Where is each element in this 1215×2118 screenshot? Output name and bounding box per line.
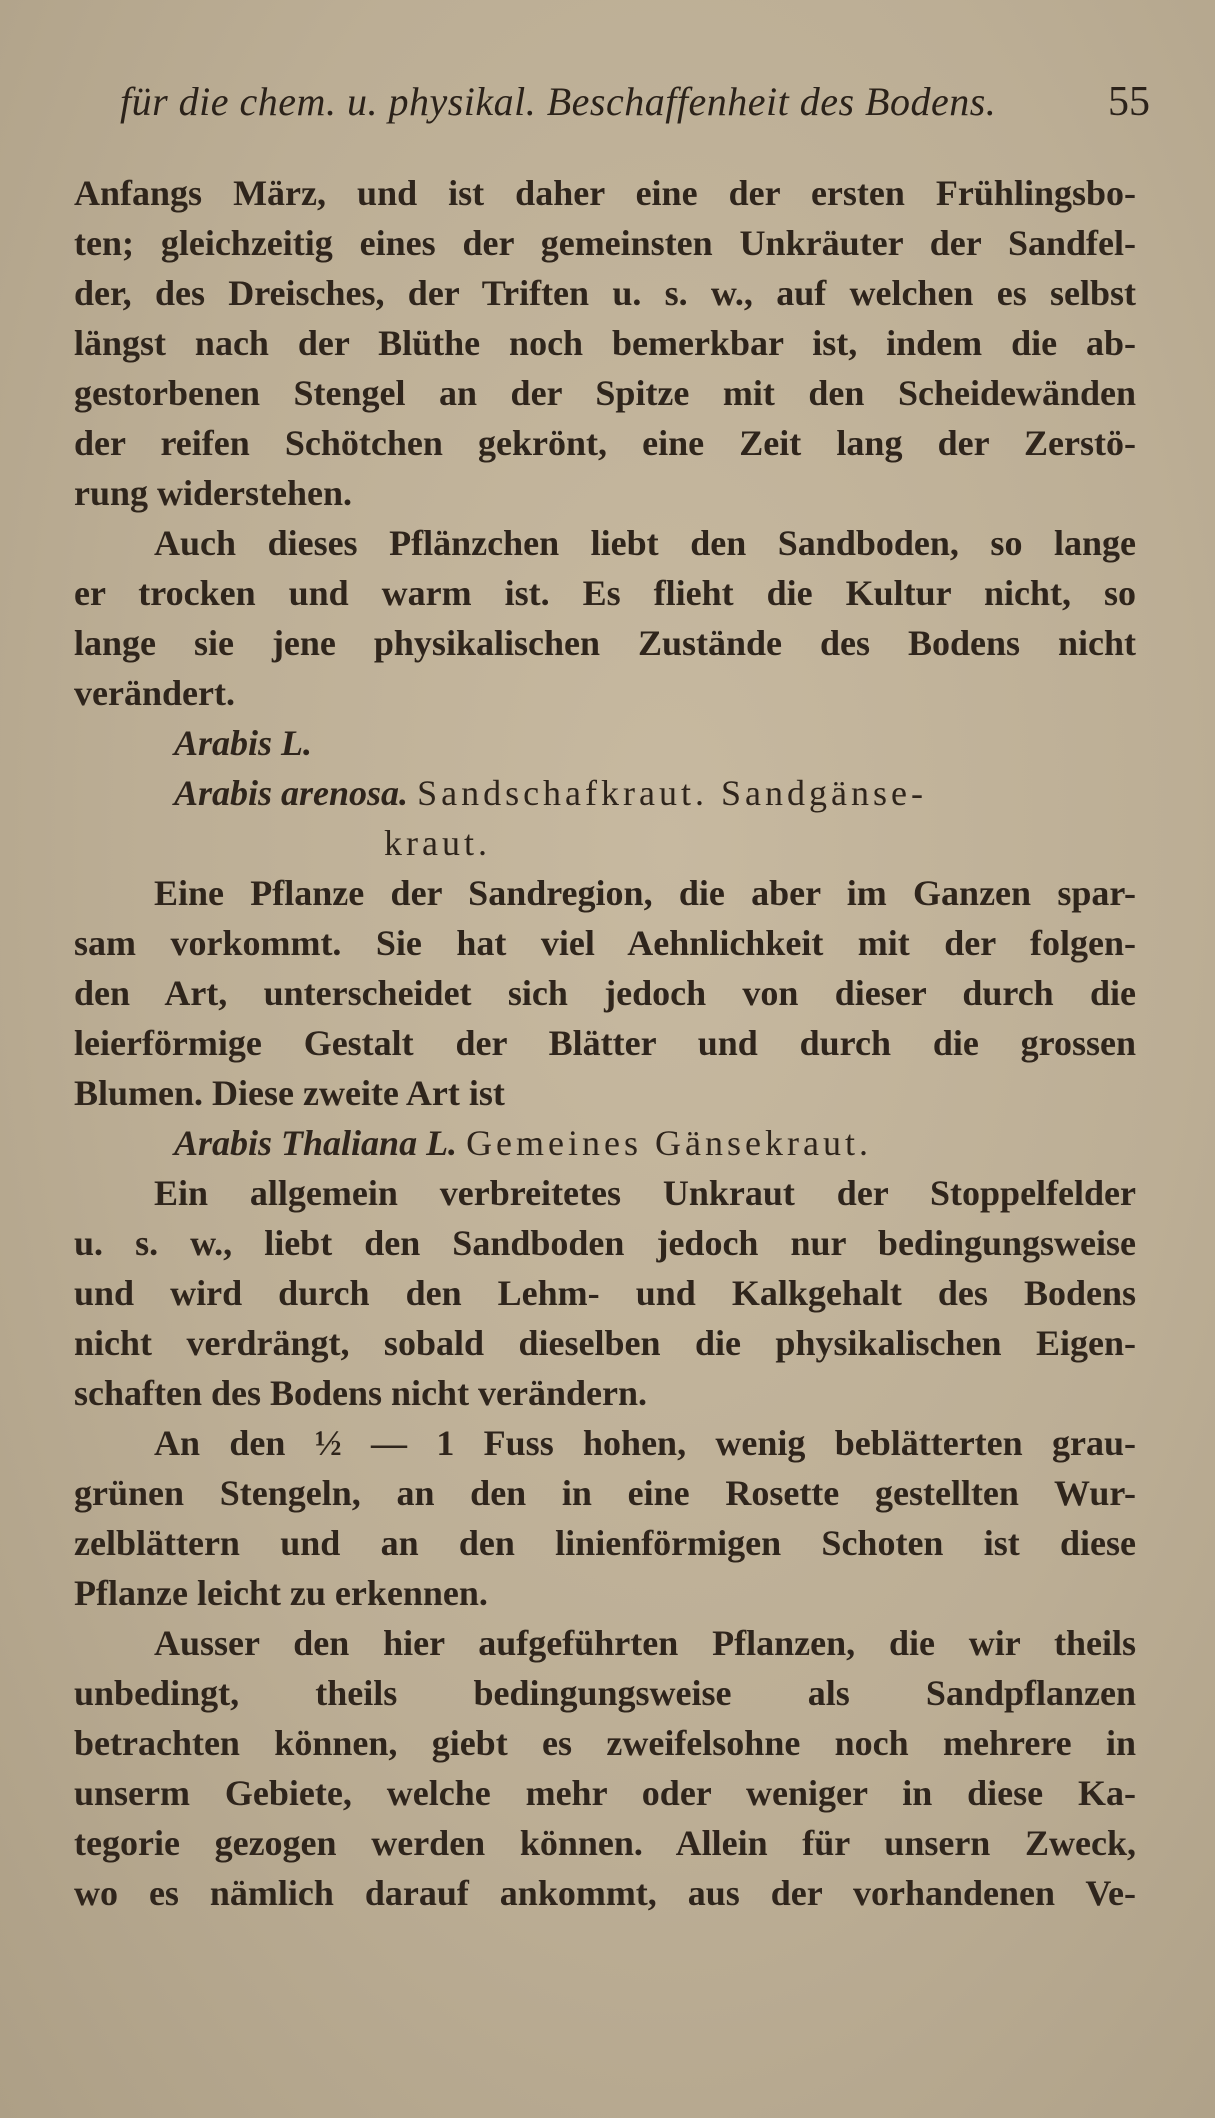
- text-line: gestorbenen Stengel an der Spitze mit den Scheidewänden: [74, 373, 1136, 413]
- text-line: Pflanze leicht zu erkennen.: [74, 1573, 488, 1613]
- text-line: Ausser den hier aufgeführten Pflanzen, die wir theils: [154, 1623, 1136, 1663]
- text-line: er trocken und warm ist. Es flieht die Kultur nicht, so: [74, 573, 1136, 613]
- text-line: leierförmige Gestalt der Blätter und durch die grossen: [74, 1023, 1136, 1063]
- text-line: den Art, unterscheidet sich jedoch von dieser durch die: [74, 973, 1136, 1013]
- text-line: Eine Pflanze der Sandregion, die aber im Ganzen spar-: [154, 873, 1136, 913]
- paragraph: [74, 1618, 1136, 1918]
- text-line: der reifen Schötchen gekrönt, eine Zeit lang der Zerstö-: [74, 423, 1136, 463]
- species-heading: [74, 768, 1136, 818]
- text-line: u. s. w., liebt den Sandboden jedoch nur bedingungsweise: [74, 1223, 1136, 1263]
- paragraph: [74, 1418, 1136, 1618]
- page-header: [120, 78, 1150, 138]
- running-head: für die chem. u. physikal. Beschaffenheit des Bodens.: [120, 79, 997, 124]
- text-line: Blumen. Diese zweite Art ist: [74, 1073, 505, 1113]
- species-latin-name: Arabis Thaliana L.: [174, 1123, 458, 1163]
- paragraph: [74, 168, 1136, 518]
- text-line: zelblättern und an den linienförmigen Schoten ist diese: [74, 1523, 1136, 1563]
- text-line: nicht verdrängt, sobald dieselben die physikalischen Eigen-: [74, 1323, 1136, 1363]
- text-line: Anfangs März, und ist daher eine der ersten Frühlingsbo-: [74, 173, 1136, 213]
- text-line: ten; gleichzeitig eines der gemeinsten Unkräuter der Sandfel-: [74, 223, 1136, 263]
- page-body: [74, 168, 1136, 1918]
- paragraph: [74, 868, 1136, 1118]
- text-line: längst nach der Blüthe noch bemerkbar ist, indem die ab-: [74, 323, 1136, 363]
- text-line: sam vorkommt. Sie hat viel Aehnlichkeit mit der folgen-: [74, 923, 1136, 963]
- text-line: unserm Gebiete, welche mehr oder weniger in diese Ka-: [74, 1773, 1136, 1813]
- genus-heading: Arabis L.: [174, 723, 313, 763]
- text-line: Auch dieses Pflänzchen liebt den Sandboden, so lange: [154, 523, 1136, 563]
- species-heading: [74, 1118, 1136, 1168]
- species-common-name: Gemeines Gänsekraut.: [466, 1123, 872, 1163]
- text-line: rung widerstehen.: [74, 473, 352, 513]
- text-line: An den ½ — 1 Fuss hohen, wenig beblätterten grau-: [154, 1423, 1136, 1463]
- paragraph: [74, 518, 1136, 718]
- text-line: tegorie gezogen werden können. Allein für unsern Zweck,: [74, 1823, 1136, 1863]
- species-common-name-continued: kraut.: [384, 823, 491, 863]
- text-line: der, des Dreisches, der Triften u. s. w., auf welchen es selbst: [74, 273, 1136, 313]
- text-line: wo es nämlich darauf ankommt, aus der vorhandenen Ve-: [74, 1873, 1136, 1913]
- text-line: schaften des Bodens nicht verändern.: [74, 1373, 648, 1413]
- text-line: unbedingt, theils bedingungsweise als Sandpflanzen: [74, 1673, 1136, 1713]
- text-line: und wird durch den Lehm- und Kalkgehalt des Bodens: [74, 1273, 1136, 1313]
- text-line: Ein allgemein verbreitetes Unkraut der Stoppelfelder: [154, 1173, 1136, 1213]
- species-latin-name: Arabis arenosa.: [174, 773, 409, 813]
- text-line: betrachten können, giebt es zweifelsohne noch mehrere in: [74, 1723, 1136, 1763]
- page-number: 55: [1108, 79, 1150, 125]
- species-common-name: Sandschafkraut. Sandgänse-: [417, 773, 927, 813]
- text-line: verändert.: [74, 673, 235, 713]
- text-line: lange sie jene physikalischen Zustände des Bodens nicht: [74, 623, 1136, 663]
- text-line: grünen Stengeln, an den in eine Rosette gestellten Wur-: [74, 1473, 1136, 1513]
- paragraph: [74, 1168, 1136, 1418]
